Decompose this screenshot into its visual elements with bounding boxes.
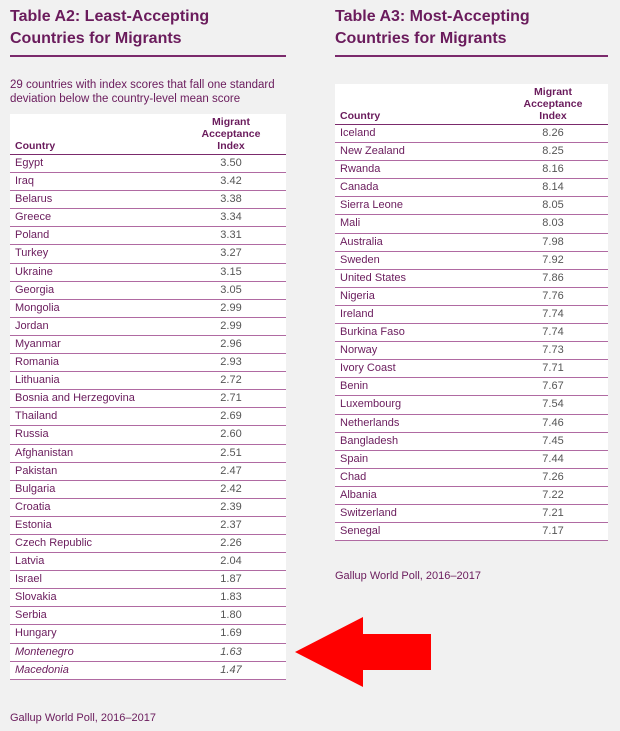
table-a3-score-cell: 7.73 bbox=[498, 342, 608, 360]
table-a2-score-cell: 2.47 bbox=[176, 462, 286, 480]
table-row bbox=[10, 390, 286, 408]
table-a3-country-cell: Spain bbox=[335, 450, 498, 468]
table-a3-score-cell: 8.14 bbox=[498, 179, 608, 197]
table-a3-country-cell: Luxembourg bbox=[335, 396, 498, 414]
table-a2-source: Gallup World Poll, 2016–2017 bbox=[10, 712, 156, 724]
table-a3-country-cell: Netherlands bbox=[335, 414, 498, 432]
table-a2 bbox=[10, 114, 286, 680]
table-a3-country-cell: Nigeria bbox=[335, 287, 498, 305]
table-a3 bbox=[335, 84, 608, 541]
table-a2-score-cell: 2.99 bbox=[176, 299, 286, 317]
table-a3-body bbox=[335, 125, 608, 541]
table-a3-score-cell: 7.76 bbox=[498, 287, 608, 305]
table-a3-country-cell: Benin bbox=[335, 378, 498, 396]
table-a3-title bbox=[335, 6, 608, 57]
table-row bbox=[335, 378, 608, 396]
table-row bbox=[335, 125, 608, 143]
table-row bbox=[10, 299, 286, 317]
table-row bbox=[335, 269, 608, 287]
table-a2-intro: 29 countries with index scores that fall one standard deviation below the country-level mean score bbox=[10, 79, 275, 105]
table-a3-country-cell: Canada bbox=[335, 179, 498, 197]
table-a3-country-cell: Ireland bbox=[335, 305, 498, 323]
table-a2-body bbox=[10, 155, 286, 680]
table-a2-score-cell: 3.15 bbox=[176, 263, 286, 281]
arrow-shape bbox=[295, 617, 431, 687]
table-a2-country-cell: Lithuania bbox=[10, 372, 176, 390]
table-row bbox=[10, 245, 286, 263]
table-row bbox=[335, 179, 608, 197]
table-row bbox=[10, 281, 286, 299]
table-a3-country-cell: Norway bbox=[335, 342, 498, 360]
table-a3-country-cell: Albania bbox=[335, 486, 498, 504]
table-a3-score-cell: 7.98 bbox=[498, 233, 608, 251]
table-row bbox=[10, 534, 286, 552]
table-a2-header-index-l3: Index bbox=[217, 140, 245, 152]
table-a2-country-cell: Croatia bbox=[10, 498, 176, 516]
table-a2-country-cell: Greece bbox=[10, 209, 176, 227]
table-a3-score-cell: 7.17 bbox=[498, 523, 608, 541]
table-a3-score-cell: 7.54 bbox=[498, 396, 608, 414]
table-a2-score-cell: 2.37 bbox=[176, 516, 286, 534]
table-a3-country-cell: Ivory Coast bbox=[335, 360, 498, 378]
table-a3-country-cell: United States bbox=[335, 269, 498, 287]
table-a3-spacer bbox=[335, 57, 608, 84]
table-a3-score-cell: 8.26 bbox=[498, 125, 608, 143]
table-a2-country-cell: Georgia bbox=[10, 281, 176, 299]
table-a2-country-cell: Montenegro bbox=[10, 643, 176, 661]
table-row bbox=[335, 161, 608, 179]
table-a2-country-cell: Iraq bbox=[10, 173, 176, 191]
table-a3-score-cell: 7.92 bbox=[498, 251, 608, 269]
table-row bbox=[335, 287, 608, 305]
table-a2-country-cell: Turkey bbox=[10, 245, 176, 263]
table-a3-score-cell: 8.05 bbox=[498, 197, 608, 215]
table-a2-country-cell: Serbia bbox=[10, 607, 176, 625]
table-a2-score-cell: 2.39 bbox=[176, 498, 286, 516]
table-row bbox=[335, 251, 608, 269]
table-row bbox=[335, 215, 608, 233]
table-row bbox=[335, 396, 608, 414]
table-a2-country-cell: Latvia bbox=[10, 553, 176, 571]
table-a3-country-cell: Rwanda bbox=[335, 161, 498, 179]
table-a3-header-index bbox=[498, 84, 608, 125]
table-a2-country-cell: Estonia bbox=[10, 516, 176, 534]
table-a2-country-cell: Israel bbox=[10, 571, 176, 589]
table-row bbox=[335, 305, 608, 323]
table-a2-title-line2: Countries for Migrants bbox=[10, 30, 182, 47]
table-a2-score-cell: 1.83 bbox=[176, 589, 286, 607]
table-row bbox=[10, 643, 286, 661]
table-a3-score-cell: 7.45 bbox=[498, 432, 608, 450]
table-a2-score-cell: 2.71 bbox=[176, 390, 286, 408]
table-row bbox=[10, 498, 286, 516]
table-a3-header-index-l1: Migrant bbox=[534, 86, 572, 98]
table-a3-score-cell: 7.71 bbox=[498, 360, 608, 378]
table-row bbox=[10, 462, 286, 480]
table-a2-country-cell: Afghanistan bbox=[10, 444, 176, 462]
table-a2-country-cell: Bulgaria bbox=[10, 480, 176, 498]
table-a2-score-cell: 2.96 bbox=[176, 335, 286, 353]
table-a2-score-cell: 1.47 bbox=[176, 661, 286, 679]
table-a2-score-cell: 1.69 bbox=[176, 625, 286, 643]
table-row bbox=[335, 414, 608, 432]
table-a2-country-cell: Russia bbox=[10, 426, 176, 444]
table-row bbox=[10, 571, 286, 589]
table-a2-score-cell: 1.80 bbox=[176, 607, 286, 625]
table-a2-score-cell: 1.87 bbox=[176, 571, 286, 589]
table-a2-header-index-l1: Migrant bbox=[212, 116, 250, 128]
table-a2-country-cell: Czech Republic bbox=[10, 534, 176, 552]
table-a2-score-cell: 2.04 bbox=[176, 553, 286, 571]
table-row bbox=[10, 589, 286, 607]
table-row bbox=[335, 324, 608, 342]
table-a3-score-cell: 7.86 bbox=[498, 269, 608, 287]
table-row bbox=[10, 661, 286, 679]
table-a3-score-cell: 7.26 bbox=[498, 468, 608, 486]
table-a2-score-cell: 3.42 bbox=[176, 173, 286, 191]
table-a3-country-cell: Sierra Leone bbox=[335, 197, 498, 215]
table-row bbox=[10, 191, 286, 209]
table-a3-score-cell: 7.74 bbox=[498, 305, 608, 323]
table-row bbox=[335, 360, 608, 378]
table-a2-score-cell: 2.42 bbox=[176, 480, 286, 498]
table-a2-header-row bbox=[10, 114, 286, 155]
table-row bbox=[10, 354, 286, 372]
table-row bbox=[10, 372, 286, 390]
table-row bbox=[10, 426, 286, 444]
table-a3-score-cell: 7.21 bbox=[498, 504, 608, 522]
table-a3-source: Gallup World Poll, 2016–2017 bbox=[335, 570, 481, 582]
table-a3-score-cell: 7.22 bbox=[498, 486, 608, 504]
table-a3-country-cell: Mali bbox=[335, 215, 498, 233]
table-row bbox=[10, 553, 286, 571]
table-a2-score-cell: 2.72 bbox=[176, 372, 286, 390]
table-a2-country-cell: Slovakia bbox=[10, 589, 176, 607]
table-a3-score-cell: 8.16 bbox=[498, 161, 608, 179]
table-row bbox=[10, 408, 286, 426]
table-a2-country-cell: Romania bbox=[10, 354, 176, 372]
table-row bbox=[10, 227, 286, 245]
table-a3-country-cell: New Zealand bbox=[335, 143, 498, 161]
table-a3-country-cell: Sweden bbox=[335, 251, 498, 269]
table-a3-header-country: Country bbox=[335, 84, 498, 125]
table-a3-country-cell: Bangladesh bbox=[335, 432, 498, 450]
table-a2-title-line1: Table A2: Least-Accepting bbox=[10, 8, 210, 25]
table-a2-score-cell: 3.34 bbox=[176, 209, 286, 227]
table-a3-header-index-l2: Acceptance bbox=[523, 98, 583, 110]
table-row bbox=[335, 468, 608, 486]
table-a3-country-cell: Burkina Faso bbox=[335, 324, 498, 342]
table-a2-country-cell: Bosnia and Herzegovina bbox=[10, 390, 176, 408]
table-a2-country-cell: Belarus bbox=[10, 191, 176, 209]
table-row bbox=[335, 197, 608, 215]
table-a3-score-cell: 7.74 bbox=[498, 324, 608, 342]
table-a3-title-line1: Table A3: Most-Accepting bbox=[335, 8, 530, 25]
table-a2-header-country: Country bbox=[10, 114, 176, 155]
table-a3-score-cell: 7.46 bbox=[498, 414, 608, 432]
table-row bbox=[335, 486, 608, 504]
table-a3-section bbox=[335, 6, 608, 541]
table-a2-country-cell: Macedonia bbox=[10, 661, 176, 679]
table-a2-score-cell: 2.26 bbox=[176, 534, 286, 552]
table-row bbox=[335, 504, 608, 522]
table-row bbox=[10, 173, 286, 191]
table-a2-score-cell: 3.31 bbox=[176, 227, 286, 245]
table-a2-country-cell: Myanmar bbox=[10, 335, 176, 353]
table-a3-country-cell: Australia bbox=[335, 233, 498, 251]
table-a3-country-cell: Iceland bbox=[335, 125, 498, 143]
table-a2-country-cell: Ukraine bbox=[10, 263, 176, 281]
table-a2-country-cell: Hungary bbox=[10, 625, 176, 643]
table-a2-header-index-l2: Acceptance bbox=[201, 128, 261, 140]
table-row bbox=[10, 625, 286, 643]
table-row bbox=[335, 233, 608, 251]
table-a3-score-cell: 8.03 bbox=[498, 215, 608, 233]
table-row bbox=[10, 516, 286, 534]
table-a2-score-cell: 2.99 bbox=[176, 317, 286, 335]
table-a2-score-cell: 3.38 bbox=[176, 191, 286, 209]
table-row bbox=[10, 444, 286, 462]
table-a2-score-cell: 2.51 bbox=[176, 444, 286, 462]
table-row bbox=[335, 523, 608, 541]
table-row bbox=[10, 335, 286, 353]
table-a2-score-cell: 3.27 bbox=[176, 245, 286, 263]
table-a3-country-cell: Senegal bbox=[335, 523, 498, 541]
table-a3-title-line2: Countries for Migrants bbox=[335, 30, 507, 47]
table-a2-country-cell: Pakistan bbox=[10, 462, 176, 480]
table-a2-score-cell: 2.69 bbox=[176, 408, 286, 426]
table-a2-title bbox=[10, 6, 286, 57]
table-a3-score-cell: 7.44 bbox=[498, 450, 608, 468]
table-row bbox=[10, 607, 286, 625]
table-row bbox=[10, 209, 286, 227]
table-a3-score-cell: 8.25 bbox=[498, 143, 608, 161]
table-a2-country-cell: Poland bbox=[10, 227, 176, 245]
table-a2-country-cell: Thailand bbox=[10, 408, 176, 426]
table-a2-score-cell: 3.50 bbox=[176, 155, 286, 173]
table-a3-country-cell: Switzerland bbox=[335, 504, 498, 522]
table-a2-country-cell: Mongolia bbox=[10, 299, 176, 317]
table-row bbox=[10, 155, 286, 173]
table-row bbox=[335, 432, 608, 450]
table-row bbox=[335, 450, 608, 468]
table-a2-country-cell: Jordan bbox=[10, 317, 176, 335]
table-a3-country-cell: Chad bbox=[335, 468, 498, 486]
table-a2-section bbox=[10, 6, 286, 680]
table-row bbox=[10, 263, 286, 281]
left-arrow-icon bbox=[295, 617, 433, 687]
table-row bbox=[335, 143, 608, 161]
table-row bbox=[335, 342, 608, 360]
table-a2-score-cell: 3.05 bbox=[176, 281, 286, 299]
table-a2-country-cell: Egypt bbox=[10, 155, 176, 173]
table-a3-header-row bbox=[335, 84, 608, 125]
table-a2-score-cell: 2.93 bbox=[176, 354, 286, 372]
table-a2-header-index bbox=[176, 114, 286, 155]
table-a2-score-cell: 1.63 bbox=[176, 643, 286, 661]
table-a3-header-index-l3: Index bbox=[539, 110, 567, 122]
table-a2-score-cell: 2.60 bbox=[176, 426, 286, 444]
table-a3-score-cell: 7.67 bbox=[498, 378, 608, 396]
table-row bbox=[10, 317, 286, 335]
table-row bbox=[10, 480, 286, 498]
